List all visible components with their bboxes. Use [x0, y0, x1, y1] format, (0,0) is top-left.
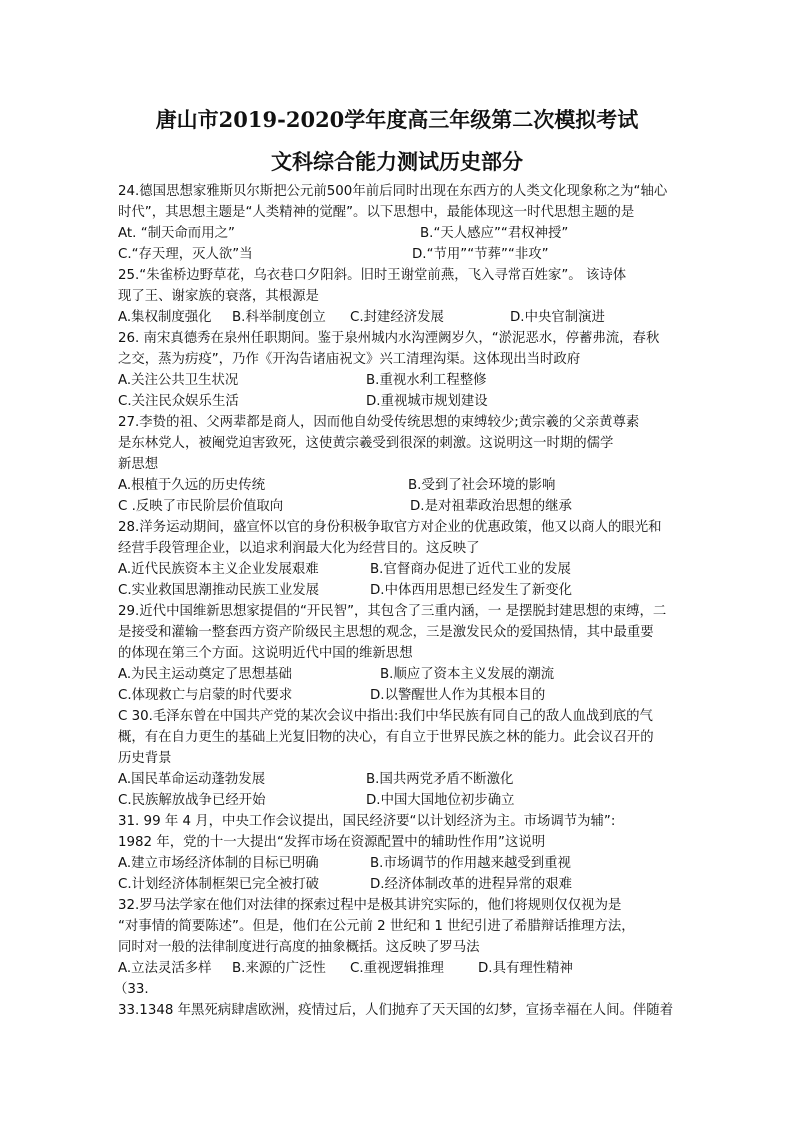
q24-stem-line-1: 24.德国思想家雅斯贝尔斯把公元前500年前后同时出现在东西方的人类文化现象称之为“轴心 [118, 184, 668, 199]
q27-option-a: A.根植于久远的历史传统 [118, 478, 266, 493]
exam-title: 唐山市2019-2020学年度高三年级第二次模拟考试 [155, 107, 639, 132]
q26-stem-line-1: 26. 南宋真德秀在泉州任职期间。鉴于泉州城内水沟湮阙岁久，“淤泥恶水，停蓄弗流，春秋 [118, 331, 660, 346]
q28-stem-line-1: 28.洋务运动期间，盛宣怀以官的身份积极争取官方对企业的优惠政策，他又以商人的眼光和 [118, 520, 662, 535]
q31-option-b: B.市场调节的作用越来越受到重视 [370, 856, 571, 871]
q33-stem-line-1: 33.1348 年黑死病肆虐欧洲，疫情过后，人们抛弃了天天国的幻梦，宣扬幸福在人间。伴随着 [118, 1003, 674, 1018]
q28-option-b: B.官督商办促进了近代工业的发展 [370, 562, 571, 577]
q30-stem-line-1: C 30.毛泽东曾在中国共产党的某次会议中指出:我们中华民族有同自己的敌人血战到底的气 [118, 709, 653, 724]
q30-option-d: D.中国大国地位初步确立 [366, 793, 515, 808]
q30-option-a: A.国民革命运动蓬勃发展 [118, 772, 266, 787]
q29-option-b: B.顺应了资本主义发展的潮流 [380, 667, 555, 682]
q28-option-a: A.近代民族资本主义企业发展艰难 [118, 562, 319, 577]
q32-stem-line-2: “对事情的简要陈述”。但是，他们在公元前 2 世纪和 1 世纪引进了希腊辩话推理方法， [118, 919, 635, 934]
q28-stem-line-2: 经营手段管理企业，以追求利润最大化为经营目的。这反映了 [118, 541, 480, 556]
q24-option-b: B.“天人感应”“君权神授” [420, 226, 569, 241]
q30-stem-line-2: 概，有在自力更生的基础上光复旧物的决心，有自立于世界民族之林的能力。此会议召开的 [118, 730, 654, 745]
q25-option-b: B.科举制度创立 [232, 310, 326, 325]
q30-option-b: B.国共两党矛盾不断激化 [366, 772, 514, 787]
q29-option-d: D.以警醒世人作为其根本目的 [370, 688, 546, 703]
q27-option-b: B.受到了社会环境的影响 [408, 478, 556, 493]
q32-option-b: B.来源的广泛性 [232, 961, 326, 976]
q25-stem-line-2: 现了王、谢家族的衰落，其根源是 [118, 289, 319, 304]
q25-option-c: C.封建经济发展 [350, 310, 444, 325]
q29-stem-line-1: 29.近代中国维新思想家提倡的“开民智”，其包含了三重内涵，一 是摆脱封建思想的束缚，二 [118, 604, 667, 619]
q26-option-c: C.关注民众娱乐生活 [118, 394, 239, 409]
q30-stem-line-3: 历史背景 [118, 751, 172, 766]
q27-option-d: D.是对祖辈政治思想的继承 [410, 499, 572, 514]
q29-option-a: A.为民主运动奠定了思想基础 [118, 667, 292, 682]
q30-option-c: C.民族解放战争已经开始 [118, 793, 266, 808]
q26-stem-line-2: 之交，蒸为疠疫”，乃作《开沟告诸庙祝文》兴工清理沟渠。这体现出当时政府 [118, 352, 581, 367]
q26-option-d: D.重视城市规划建设 [366, 394, 488, 409]
q24-option-a: At. “制天命而用之” [118, 226, 235, 241]
q27-stem-line-2: 是东林党人，被阉党迫害致死，这使黄宗羲受到很深的刺激。这说明这一时期的儒学 [118, 436, 614, 451]
q31-stem-line-2: 1982 年，党的十一大提出“发挥市场在资源配置中的辅助性作用”这说明 [118, 835, 546, 850]
q32-option-d: D.具有理性精神 [478, 961, 573, 976]
q25-option-a: A.集权制度强化 [118, 310, 212, 325]
q24-option-c: C.“存天理，灭人欲”当 [118, 247, 253, 262]
q27-stem-line-1: 27.李贽的祖、父两辈都是商人，因而他自幼受传统思想的束缚较少;黄宗羲的父亲黄尊素 [118, 415, 640, 430]
q29-stem-line-3: 的体现在第三个方面。这说明近代中国的维新思想 [118, 646, 413, 661]
q26-option-b: B.重视水利工程整修 [366, 373, 487, 388]
q28-option-c: C.实业救国思潮推动民族工业发展 [118, 583, 320, 598]
q31-stem-line-1: 31. 99 年 4 月，中央工作会议提出，国民经济要“以计划经济为主。市场调节为辅”: [118, 814, 616, 829]
q32-stem-line-1: 32.罗马法学家在他们对法律的探索过程中是极其讲究实际的，他们将规则仅仅视为是 [118, 898, 622, 913]
q32-option-a: A.立法灵活多样 [118, 961, 212, 976]
q27-stem-line-3: 新思想 [118, 457, 159, 472]
q29-option-c: C.体现救亡与启蒙的时代要求 [118, 688, 293, 703]
q31-option-a: A.建立市场经济体制的目标已明确 [118, 856, 319, 871]
q24-stem-line-2: 时代”，其思想主题是“人类精神的觉醒”。以下思想中，最能体现这一时代思想主题的是 [118, 205, 635, 220]
question-fragment: （33. [114, 982, 149, 997]
q31-option-c: C.计划经济体制框架已完全被打破 [118, 877, 320, 892]
q26-option-a: A.关注公共卫生状况 [118, 373, 239, 388]
exam-subtitle: 文科综合能力测试历史部分 [271, 149, 523, 174]
q32-option-c: C.重视逻辑推理 [350, 961, 444, 976]
q24-option-d: D.“节用”“节葬”“非攻” [412, 247, 549, 262]
q31-option-d: D.经济体制改革的进程异常的艰难 [370, 877, 573, 892]
q32-stem-line-3: 同时对一般的法律制度进行高度的抽象概括。这反映了罗马法 [118, 940, 480, 955]
q25-option-d: D.中央官制演进 [510, 310, 605, 325]
q29-stem-line-2: 是接受和灌输一整套西方资产阶级民主思想的观念，三是激发民众的爱国热情，其中最重要 [118, 625, 654, 640]
q27-option-c: C .反映了市民阶层价值取向 [118, 499, 284, 514]
q28-option-d: D.中体西用思想已经发生了新变化 [370, 583, 573, 598]
q25-stem-line-1: 25.“朱雀桥边野草花，乌衣巷口夕阳斜。旧时王谢堂前燕，飞入寻常百姓家”。 该诗体 [118, 268, 627, 283]
